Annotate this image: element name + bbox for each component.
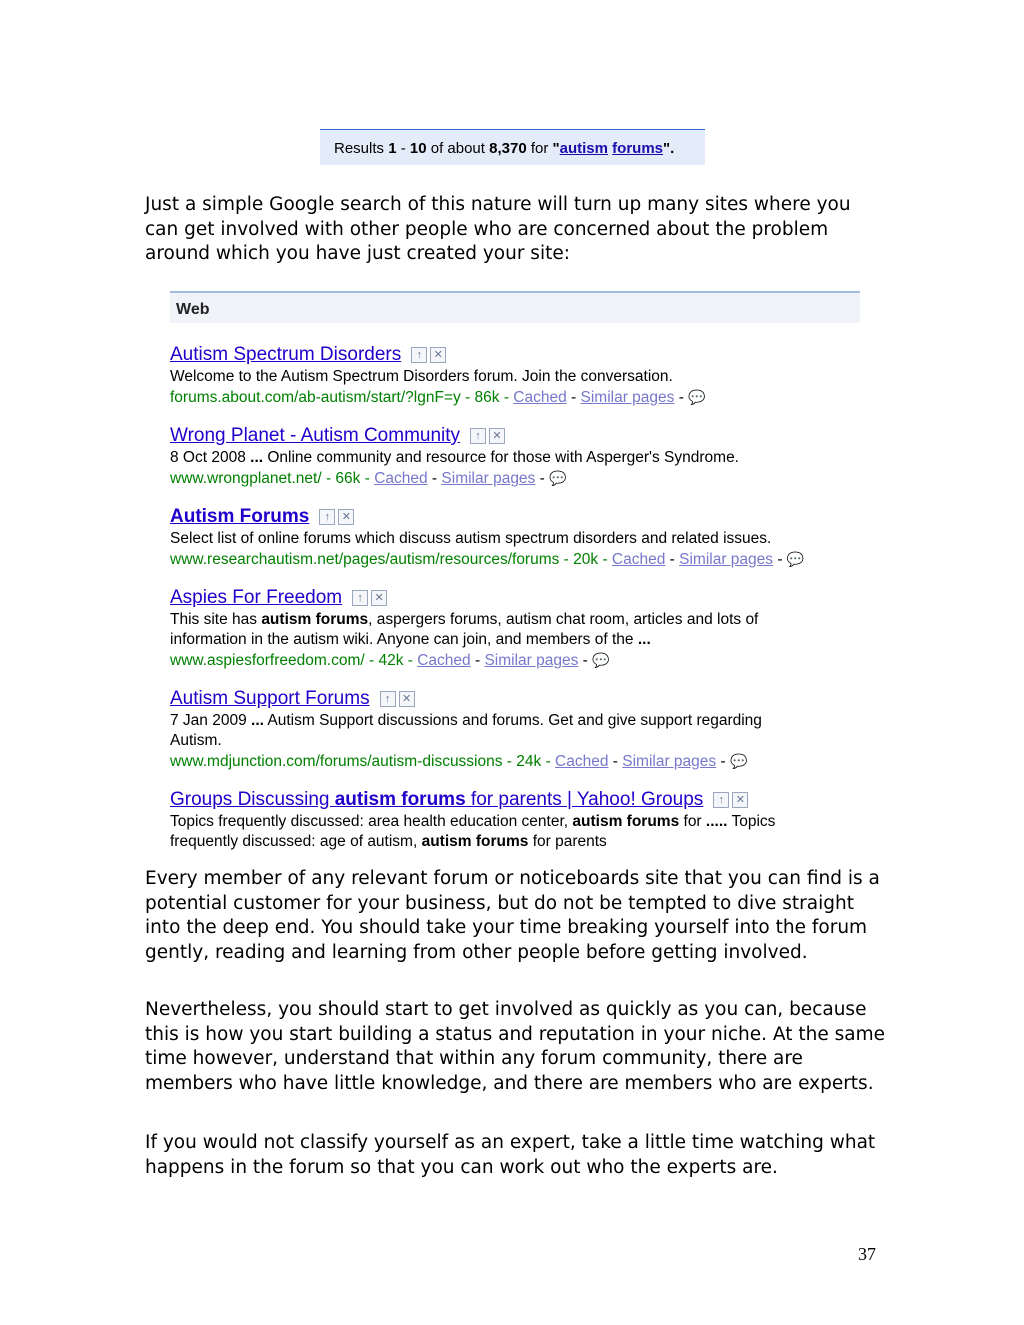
promote-arrow-icon[interactable]: ↑ [411,347,427,363]
snippet-ellipsis: ... [250,449,264,466]
results-prefix: Results [334,140,389,157]
separator: - [773,551,787,568]
separator: - [566,389,581,406]
comment-bubble-icon[interactable]: 💬 [549,470,567,486]
snippet-text: for parents [528,833,607,850]
results-count-bar [320,129,705,165]
promote-arrow-icon[interactable]: ↑ [470,428,486,444]
promote-arrow-icon[interactable]: ↑ [380,691,396,707]
cached-link[interactable]: Cached [417,652,471,669]
remove-x-icon[interactable]: ✕ [399,691,415,707]
promote-arrow-icon[interactable]: ↑ [713,792,729,808]
result-snippet [170,448,860,468]
cached-link[interactable]: Cached [513,389,567,406]
result-title-link[interactable] [170,789,703,811]
result-title-link[interactable]: Wrong Planet - Autism Community [170,425,461,446]
result-title-link[interactable]: Aspies For Freedom [170,587,343,608]
snippet-text: for [679,813,706,830]
result-url-line [170,650,860,671]
cached-link[interactable]: Cached [611,551,666,568]
separator: - [716,753,730,770]
page-number: 37 [858,1244,876,1264]
result-url-line [170,549,860,570]
search-result [170,505,860,570]
results-close-quote: ". [663,140,675,157]
title-keyword: autism forums [334,789,466,810]
separator: - [674,389,689,406]
snippet-date: 8 Oct 2008 [170,449,251,466]
separator: - [665,551,680,568]
promote-arrow-icon[interactable]: ↑ [352,590,368,606]
result-url: forums.about.com/ab-autism/start/?lgnF=y - 86k - [170,389,514,406]
remove-x-icon[interactable]: ✕ [371,590,387,606]
comment-bubble-icon[interactable]: 💬 [592,652,610,668]
remove-x-icon[interactable]: ✕ [732,792,748,808]
remove-x-icon[interactable]: ✕ [430,347,446,363]
similar-pages-link[interactable]: Similar pages [580,389,675,406]
result-snippet [170,812,860,832]
snippet-ellipsis: ..... [705,813,728,830]
result-title-link[interactable]: Autism Support Forums [170,688,370,709]
similar-pages-link[interactable]: Similar pages [679,551,774,568]
snippet-ellipsis: ... [251,712,264,729]
promote-arrow-icon[interactable]: ↑ [319,509,335,525]
result-snippet [170,711,860,731]
results-open-quote: " [552,140,560,157]
body-paragraph: If you would not classify yourself as an expert, take a little time watching what happens in the forum so that you can work out who the experts are. [145,1132,876,1178]
snippet-text: Topics frequently discussed: area health education center, [170,813,573,830]
separator: - [578,652,593,669]
result-url: www.wrongplanet.net/ - 66k - [170,470,375,487]
snippet-keyword: autism forums [261,611,369,628]
snippet-keyword: autism forums [572,813,680,830]
title-text: for parents | Yahoo! Groups [465,789,704,810]
result-snippet-line2 [170,630,860,650]
snippet-text: Online community and resource for those with Asperger's Syndrome. [263,449,739,466]
cached-link[interactable]: Cached [374,470,428,487]
search-result [170,687,860,772]
title-text: Groups Discussing [170,789,335,810]
intro-paragraph: Just a simple Google search of this nature will turn up many sites where you can get involved with other people who are concerned about the problem around which you have just created your site: [145,194,851,264]
result-url: www.mdjunction.com/forums/autism-discussions - 24k - [170,753,556,770]
search-result [170,586,860,671]
similar-pages-link[interactable]: Similar pages [622,753,717,770]
separator: - [427,470,442,487]
result-snippet-line2: Autism. [170,732,222,749]
result-snippet: Select list of online forums which discuss autism spectrum disorders and related issues. [170,530,772,547]
snippet-date: 7 Jan 2009 [170,712,252,729]
snippet-text: information in the autism wiki. Anyone can join, and members of the [170,631,638,648]
snippet-text: frequently discussed: age of autism, [170,833,422,850]
result-url-line [170,751,860,772]
separator: - [535,470,550,487]
results-dash: - [396,140,410,157]
result-snippet: Welcome to the Autism Spectrum Disorders forum. Join the conversation. [170,368,673,385]
similar-pages-link[interactable]: Similar pages [441,470,536,487]
result-url: www.aspiesforfreedom.com/ - 42k - [170,652,418,669]
comment-bubble-icon[interactable]: 💬 [688,389,706,405]
results-total: 8,370 [489,140,527,157]
similar-pages-link[interactable]: Similar pages [484,652,579,669]
result-url: www.researchautism.net/pages/autism/resources/forums - 20k - [170,551,612,568]
separator: - [608,753,623,770]
search-result [170,343,860,408]
results-for: for [526,140,553,157]
result-title-link[interactable]: Autism Spectrum Disorders [170,344,402,365]
results-from: 1 [388,140,397,157]
query-term-forums[interactable]: forums [612,140,664,157]
result-title-link[interactable]: Autism Forums [170,506,310,527]
body-paragraph: Every member of any relevant forum or noticeboards site that you can find is a potential customer for your business, but do not be tempted to dive straight into the deep end. You should take your time breaking yourself into the forum gently, reading and learning from other people before getting involved. [145,868,880,963]
remove-x-icon[interactable]: ✕ [338,509,354,525]
serp-header-web: Web [170,291,860,323]
comment-bubble-icon[interactable]: 💬 [786,551,805,567]
snippet-text: This site has [170,611,262,628]
search-result [170,788,860,852]
remove-x-icon[interactable]: ✕ [489,428,505,444]
result-url-line [170,387,860,408]
search-results-panel [170,291,860,850]
snippet-keyword: autism forums [421,833,529,850]
search-result [170,424,860,489]
result-url-line [170,468,860,489]
results-to: 10 [409,140,427,157]
snippet-ellipsis: ... [637,631,651,648]
snippet-text: Topics [727,813,776,830]
separator: - [470,652,485,669]
snippet-text: , aspergers forums, autism chat room, articles and lots of [368,611,759,628]
body-paragraph: Nevertheless, you should start to get involved as quickly as you can, because this is how you start building a status and reputation in your niche. At the same time however, understand that within any forum community, there are members who have little knowledge, and there are members who are experts. [145,999,885,1094]
query-term-autism[interactable]: autism [559,140,608,157]
cached-link[interactable]: Cached [555,753,609,770]
snippet-text: Autism Support discussions and forums. Get and give support regarding [263,712,762,729]
results-of-about: of about [426,140,490,157]
comment-bubble-icon[interactable]: 💬 [729,753,748,769]
result-snippet [170,610,860,630]
result-snippet-line2 [170,832,860,852]
